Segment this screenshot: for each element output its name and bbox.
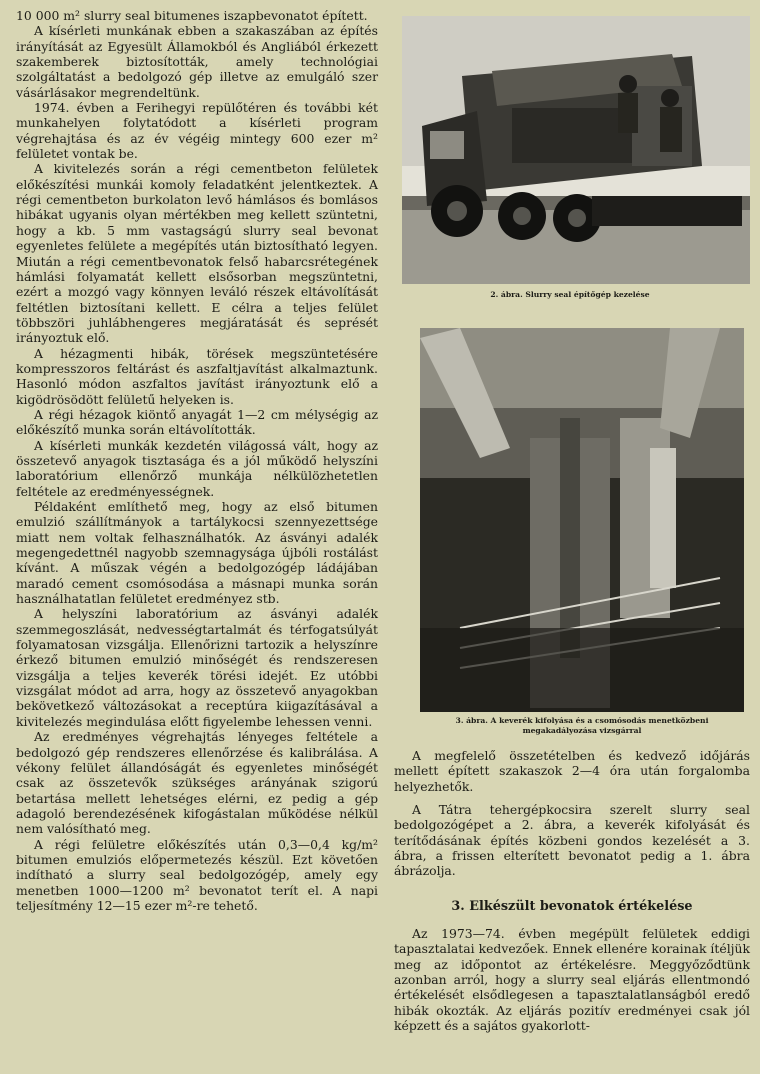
figure-2-photo [402, 16, 750, 284]
paragraph: A kísérleti munkának ebben a szakaszában az építés irányítását az Egyesült Államokból és Angliából érkezett szakemberek biztosították, amely technológiai szolgáltatást a bedolgozó gép illetve az emulgáló szer vásárlásakor megrendeltünk. [16, 23, 378, 100]
paragraph: Az 1973—74. évben megépült felületek eddigi tapasztalatai kedvezőek. Ennek ellenére korainak ítéljük meg az időpontot az értékelésre. Meggyőződtünk azonban arról, hogy a slurry seal eljárás ellentmondó értékelését elsődlegesen a tapasztalatlanságból eredő hibák okozták. Az eljárás pozitív eredményei csak jól képzett és a sajátos gyakorlott- [394, 926, 750, 1034]
paragraph: A helyszíni laboratórium az ásványi adalék szemmegoszlását, nedvességtartalmát és térfogatsúlyát folyamatosan vizsgálja. Ellenőrizni tartozik a helyszínre érkező bitumen emulzió minőségét és rendszeresen vizsgálja a teljes keverék törési idejét. Ez utóbbi vizsgálat módot ad arra, hogy az összetevő anyagokban bekövetkező változásokat a receptúra kiigazításával a kivitelezés megindulása előtt figyelembe lehessen venni. [16, 606, 378, 729]
left-text-column [16, 8, 378, 913]
paragraph: A régi felületre előkészítés után 0,3—0,4 kg/m² bitumen emulziós előpermetezés készül. Ezt követően indítható a slurry seal bedolgozógép, amely egy menetben 1000—1200 m² bevonatot terít el. A napi teljesítmény 12—15 ezer m²-re tehető. [16, 836, 378, 913]
paragraph: A régi hézagok kiöntő anyagát 1—2 cm mélységig az előkészítő munka során eltávolították. [16, 406, 378, 438]
paragraph: Az eredményes végrehajtás lényeges feltétele a bedolgozó gép rendszeres ellenőrzése és kalibrálása. A vékony felület állandóságát és egyenletes minőségét csak az összetevők szükséges arányának szigorú betartása mellett lehetséges elérni, ez pedig a gép adagoló berendezésének kifogástalan működése nélkül nem valósítható meg. [16, 729, 378, 837]
paragraph: Példaként említhető meg, hogy az első bitumen emulzió szállítmányok a tartálykocsi szennyezettsége miatt nem voltak felhasználhatók. Az ásványi adalék megengedettnél nagyobb szemnagysága újbóli rostálást kívánt. A műszak végén a bedolgozógép ládájában maradó cement csomósodása a másnapi munka során használhatatlan felületet eredményez stb. [16, 499, 378, 607]
figure-3-caption: 3. ábra. A keverék kifolyása és a csomósodás menetközbeni megakadályozása vizsgárral [455, 716, 709, 735]
paragraph: A hézagmenti hibák, törések megszüntetésére kompresszoros feltárást és aszfaltjavítást alkalmaztunk. Hasonló módon aszfaltos javítást irányoztunk elő a kigödrösödött felületű helyeken is. [16, 345, 378, 407]
paragraph: A kísérleti munkák kezdetén világossá vált, hogy az összetevő anyagok tisztasága és a jól működő helyszíni laboratórium ellenőrző munkája nélkülözhetetlen feltétele az eredményességnek. [16, 437, 378, 499]
figure-2-caption: 2. ábra. Slurry seal építőgép kezelése [490, 290, 650, 299]
paragraph: 1974. évben a Ferihegyi repülőtéren és további két munkahelyen folytatódott a kísérleti program végrehajtása és az év végéig mintegy 600 ezer m² felületet vontak be. [16, 100, 378, 162]
paragraph: A Tátra tehergépkocsira szerelt slurry seal bedolgozógépet a 2. ábra, a keverék kifolyását és terítődásának építés közbeni gondos kezelését a 3. ábra, a frissen elterített bevonatot pedig a 1. ábra ábrázolja. [394, 802, 750, 879]
figure-3-photo [420, 328, 744, 712]
section-heading: 3. Elkészült bevonatok értékelése [451, 898, 693, 914]
paragraph: A kivitelezés során a régi cementbeton felületek előkészítési munkái komoly feladatként jelentkeztek. A régi cementbeton burkolaton levő hámlásos és bomlásos hibákat ugyanis olyan mértékben meg kellett szüntetni, hogy a kb. 5 mm vastagságú slurry seal bevonat egyenletes felülete a megépítés után biztosítható legyen. Miután a régi cementbevonatok felső habarcsrétegének hámlási folyamatát kellett elsősorban megszüntetni, ezért a mozgó vagy könnyen leváló részek eltávolítását feltétlen biztosítani kellett. E célra a teljes felület többszöri juhlábhengeres megjáratását és seprését irányoztuk elő. [16, 161, 378, 346]
paragraph: 10 000 m² slurry seal bitumenes iszapbevonatot épített. [16, 8, 368, 23]
right-text-column [394, 748, 750, 1034]
paragraph: A megfelelő összetételben és kedvező időjárás mellett épített szakaszok 2—4 óra után forgalomba helyezhetők. [394, 748, 750, 794]
